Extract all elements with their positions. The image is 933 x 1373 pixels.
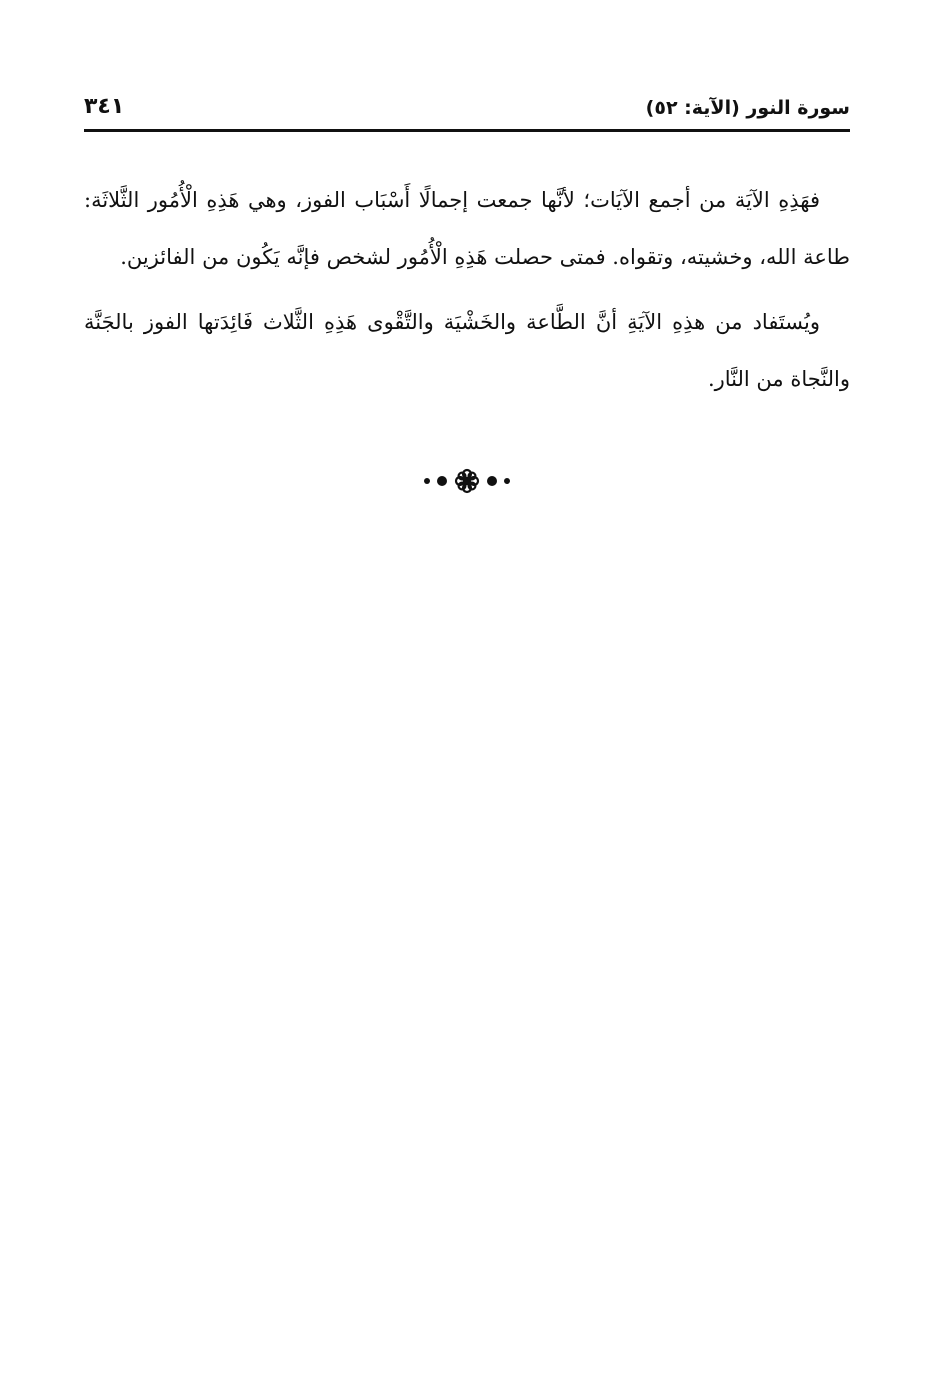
running-header: [84, 92, 850, 126]
small-dot-icon: [504, 478, 510, 484]
rosette-ornament-icon: [454, 468, 480, 494]
paragraph-1: فهَذِهِ الآيَة من أجمع الآيَات؛ لأنَّها جمعت إجمالًا أَسْبَاب الفوز، وهي هَذِهِ الْأُمُور الثَّلاثَة: طاعة الله، وخشيته، وتقواه. فمتى حصلت هَذِهِ الْأُمُور لشخص فإنَّه يَكُون من الفائزين.: [84, 188, 850, 269]
page-number: ٣٤١: [84, 94, 125, 119]
large-dot-icon: [437, 476, 447, 486]
large-dot-icon: [487, 476, 497, 486]
section-end-ornament: [0, 466, 933, 496]
paragraph-2: ويُستَفاد من هذِهِ الآيَةِ أنَّ الطَّاعة والخَشْيَة والتَّقْوى هَذِهِ الثَّلاث فَائِدَتها الفوز بالجَنَّة والنَّجاة من النَّار.: [84, 310, 850, 391]
main-text: [84, 172, 850, 408]
small-dot-icon: [424, 478, 430, 484]
surah-title: سورة النور (الآية: ٥٢): [645, 97, 850, 119]
header-divider: [84, 129, 850, 132]
